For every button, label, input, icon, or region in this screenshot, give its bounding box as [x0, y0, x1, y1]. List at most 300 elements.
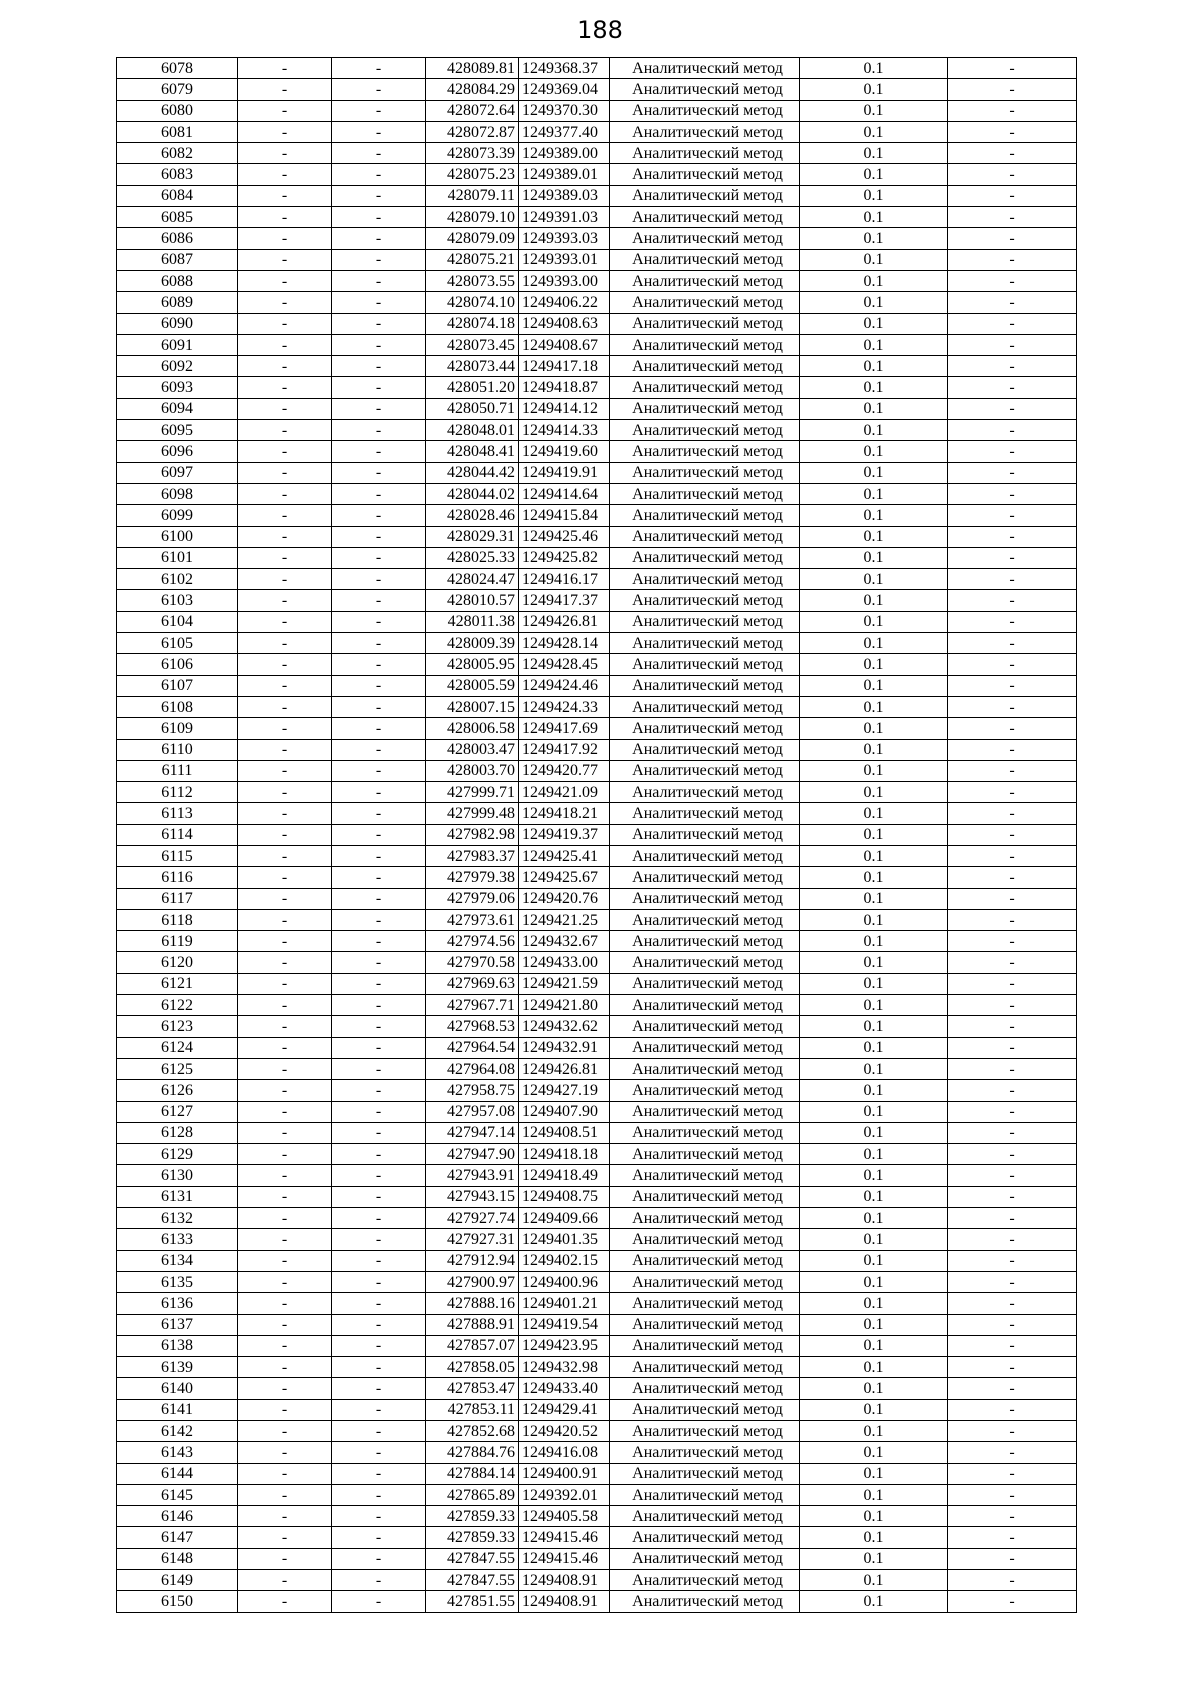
blank-cell-c: - [948, 207, 1077, 228]
blank-cell-b: - [332, 1271, 426, 1292]
table-row [117, 185, 1077, 206]
table-row [117, 1080, 1077, 1101]
point-number-cell: 6136 [117, 1293, 238, 1314]
error-cell: 0.1 [800, 1208, 948, 1229]
point-number-cell: 6091 [117, 334, 238, 355]
blank-cell-c: - [948, 334, 1077, 355]
blank-cell-c: - [948, 718, 1077, 739]
y-coordinate-cell: 1249408.67 [519, 334, 610, 355]
method-cell: Аналитический метод [610, 1271, 800, 1292]
x-coordinate-cell: 428051.20 [426, 377, 519, 398]
x-coordinate-cell: 427858.05 [426, 1357, 519, 1378]
point-number-cell: 6090 [117, 313, 238, 334]
method-cell: Аналитический метод [610, 164, 800, 185]
error-cell: 0.1 [800, 483, 948, 504]
method-cell: Аналитический метод [610, 1399, 800, 1420]
method-cell: Аналитический метод [610, 100, 800, 121]
blank-cell-b: - [332, 121, 426, 142]
blank-cell-a: - [238, 1058, 332, 1079]
blank-cell-c: - [948, 1208, 1077, 1229]
blank-cell-a: - [238, 1378, 332, 1399]
blank-cell-b: - [332, 1399, 426, 1420]
table-row [117, 547, 1077, 568]
blank-cell-b: - [332, 1527, 426, 1548]
blank-cell-b: - [332, 1229, 426, 1250]
blank-cell-a: - [238, 1016, 332, 1037]
point-number-cell: 6144 [117, 1463, 238, 1484]
point-number-cell: 6118 [117, 909, 238, 930]
y-coordinate-cell: 1249421.59 [519, 973, 610, 994]
page-number: 188 [577, 16, 623, 44]
blank-cell-c: - [948, 675, 1077, 696]
method-cell: Аналитический метод [610, 547, 800, 568]
method-cell: Аналитический метод [610, 1144, 800, 1165]
blank-cell-a: - [238, 313, 332, 334]
method-cell: Аналитический метод [610, 1357, 800, 1378]
method-cell: Аналитический метод [610, 760, 800, 781]
blank-cell-a: - [238, 590, 332, 611]
blank-cell-a: - [238, 1080, 332, 1101]
point-number-cell: 6083 [117, 164, 238, 185]
blank-cell-a: - [238, 1208, 332, 1229]
method-cell: Аналитический метод [610, 441, 800, 462]
x-coordinate-cell: 427958.75 [426, 1080, 519, 1101]
blank-cell-c: - [948, 1122, 1077, 1143]
blank-cell-c: - [948, 1058, 1077, 1079]
error-cell: 0.1 [800, 185, 948, 206]
blank-cell-a: - [238, 185, 332, 206]
blank-cell-a: - [238, 356, 332, 377]
blank-cell-a: - [238, 1101, 332, 1122]
error-cell: 0.1 [800, 505, 948, 526]
x-coordinate-cell: 427964.08 [426, 1058, 519, 1079]
method-cell: Аналитический метод [610, 1570, 800, 1591]
blank-cell-a: - [238, 143, 332, 164]
error-cell: 0.1 [800, 547, 948, 568]
blank-cell-a: - [238, 462, 332, 483]
method-cell: Аналитический метод [610, 696, 800, 717]
blank-cell-c: - [948, 1016, 1077, 1037]
method-cell: Аналитический метод [610, 718, 800, 739]
blank-cell-c: - [948, 1506, 1077, 1527]
error-cell: 0.1 [800, 952, 948, 973]
table-row [117, 462, 1077, 483]
method-cell: Аналитический метод [610, 739, 800, 760]
x-coordinate-cell: 428024.47 [426, 569, 519, 590]
blank-cell-a: - [238, 207, 332, 228]
table-row [117, 58, 1077, 79]
table-row [117, 1506, 1077, 1527]
blank-cell-b: - [332, 228, 426, 249]
blank-cell-c: - [948, 1357, 1077, 1378]
y-coordinate-cell: 1249415.46 [519, 1527, 610, 1548]
y-coordinate-cell: 1249433.40 [519, 1378, 610, 1399]
x-coordinate-cell: 427884.76 [426, 1442, 519, 1463]
blank-cell-a: - [238, 675, 332, 696]
table-row [117, 270, 1077, 291]
table-row [117, 1357, 1077, 1378]
table-row [117, 1421, 1077, 1442]
error-cell: 0.1 [800, 1122, 948, 1143]
method-cell: Аналитический метод [610, 590, 800, 611]
point-number-cell: 6092 [117, 356, 238, 377]
x-coordinate-cell: 427859.33 [426, 1527, 519, 1548]
x-coordinate-cell: 427968.53 [426, 1016, 519, 1037]
blank-cell-a: - [238, 1399, 332, 1420]
point-number-cell: 6087 [117, 249, 238, 270]
blank-cell-a: - [238, 270, 332, 291]
method-cell: Аналитический метод [610, 1016, 800, 1037]
x-coordinate-cell: 428079.09 [426, 228, 519, 249]
table-row [117, 377, 1077, 398]
point-number-cell: 6123 [117, 1016, 238, 1037]
error-cell: 0.1 [800, 611, 948, 632]
blank-cell-b: - [332, 1016, 426, 1037]
y-coordinate-cell: 1249417.92 [519, 739, 610, 760]
blank-cell-c: - [948, 1463, 1077, 1484]
error-cell: 0.1 [800, 1229, 948, 1250]
method-cell: Аналитический метод [610, 888, 800, 909]
table-row [117, 973, 1077, 994]
y-coordinate-cell: 1249408.91 [519, 1591, 610, 1612]
y-coordinate-cell: 1249433.00 [519, 952, 610, 973]
table-row [117, 739, 1077, 760]
y-coordinate-cell: 1249400.91 [519, 1463, 610, 1484]
blank-cell-b: - [332, 483, 426, 504]
error-cell: 0.1 [800, 164, 948, 185]
table-row [117, 845, 1077, 866]
point-number-cell: 6103 [117, 590, 238, 611]
blank-cell-a: - [238, 654, 332, 675]
table-row [117, 1229, 1077, 1250]
method-cell: Аналитический метод [610, 1229, 800, 1250]
blank-cell-b: - [332, 1058, 426, 1079]
y-coordinate-cell: 1249418.49 [519, 1165, 610, 1186]
y-coordinate-cell: 1249389.03 [519, 185, 610, 206]
table-row [117, 867, 1077, 888]
table-row [117, 1250, 1077, 1271]
blank-cell-b: - [332, 675, 426, 696]
blank-cell-a: - [238, 633, 332, 654]
table-row [117, 398, 1077, 419]
blank-cell-a: - [238, 931, 332, 952]
error-cell: 0.1 [800, 1399, 948, 1420]
x-coordinate-cell: 427865.89 [426, 1484, 519, 1505]
blank-cell-c: - [948, 973, 1077, 994]
y-coordinate-cell: 1249429.41 [519, 1399, 610, 1420]
method-cell: Аналитический метод [610, 1122, 800, 1143]
point-number-cell: 6107 [117, 675, 238, 696]
x-coordinate-cell: 427900.97 [426, 1271, 519, 1292]
blank-cell-b: - [332, 1335, 426, 1356]
blank-cell-a: - [238, 569, 332, 590]
blank-cell-c: - [948, 505, 1077, 526]
y-coordinate-cell: 1249424.33 [519, 696, 610, 717]
x-coordinate-cell: 428005.59 [426, 675, 519, 696]
method-cell: Аналитический метод [610, 1378, 800, 1399]
blank-cell-b: - [332, 1208, 426, 1229]
error-cell: 0.1 [800, 739, 948, 760]
x-coordinate-cell: 428009.39 [426, 633, 519, 654]
table-row [117, 633, 1077, 654]
table-row [117, 1037, 1077, 1058]
point-number-cell: 6113 [117, 803, 238, 824]
blank-cell-b: - [332, 1463, 426, 1484]
table-row [117, 569, 1077, 590]
blank-cell-a: - [238, 1570, 332, 1591]
blank-cell-a: - [238, 1250, 332, 1271]
blank-cell-a: - [238, 249, 332, 270]
table-row [117, 164, 1077, 185]
point-number-cell: 6119 [117, 931, 238, 952]
blank-cell-c: - [948, 1271, 1077, 1292]
error-cell: 0.1 [800, 696, 948, 717]
y-coordinate-cell: 1249405.58 [519, 1506, 610, 1527]
blank-cell-b: - [332, 377, 426, 398]
y-coordinate-cell: 1249416.08 [519, 1442, 610, 1463]
blank-cell-c: - [948, 356, 1077, 377]
y-coordinate-cell: 1249425.46 [519, 526, 610, 547]
error-cell: 0.1 [800, 100, 948, 121]
method-cell: Аналитический метод [610, 505, 800, 526]
method-cell: Аналитический метод [610, 356, 800, 377]
table-row [117, 952, 1077, 973]
y-coordinate-cell: 1249426.81 [519, 611, 610, 632]
error-cell: 0.1 [800, 356, 948, 377]
blank-cell-a: - [238, 1421, 332, 1442]
blank-cell-c: - [948, 1591, 1077, 1612]
x-coordinate-cell: 428073.44 [426, 356, 519, 377]
x-coordinate-cell: 428029.31 [426, 526, 519, 547]
blank-cell-a: - [238, 1293, 332, 1314]
table-row [117, 760, 1077, 781]
blank-cell-c: - [948, 1101, 1077, 1122]
point-number-cell: 6120 [117, 952, 238, 973]
error-cell: 0.1 [800, 1144, 948, 1165]
error-cell: 0.1 [800, 1570, 948, 1591]
table-row [117, 1314, 1077, 1335]
blank-cell-c: - [948, 377, 1077, 398]
table-row [117, 1101, 1077, 1122]
y-coordinate-cell: 1249427.19 [519, 1080, 610, 1101]
table-row [117, 79, 1077, 100]
blank-cell-b: - [332, 270, 426, 291]
error-cell: 0.1 [800, 803, 948, 824]
x-coordinate-cell: 427851.55 [426, 1591, 519, 1612]
blank-cell-c: - [948, 462, 1077, 483]
error-cell: 0.1 [800, 420, 948, 441]
blank-cell-a: - [238, 1314, 332, 1335]
table-row [117, 909, 1077, 930]
blank-cell-a: - [238, 782, 332, 803]
x-coordinate-cell: 427999.48 [426, 803, 519, 824]
x-coordinate-cell: 427982.98 [426, 824, 519, 845]
point-number-cell: 6105 [117, 633, 238, 654]
blank-cell-a: - [238, 1165, 332, 1186]
blank-cell-c: - [948, 1421, 1077, 1442]
y-coordinate-cell: 1249425.82 [519, 547, 610, 568]
x-coordinate-cell: 428025.33 [426, 547, 519, 568]
error-cell: 0.1 [800, 1016, 948, 1037]
blank-cell-c: - [948, 441, 1077, 462]
blank-cell-a: - [238, 1229, 332, 1250]
error-cell: 0.1 [800, 973, 948, 994]
blank-cell-b: - [332, 909, 426, 930]
blank-cell-a: - [238, 420, 332, 441]
table-row [117, 121, 1077, 142]
y-coordinate-cell: 1249408.63 [519, 313, 610, 334]
point-number-cell: 6100 [117, 526, 238, 547]
error-cell: 0.1 [800, 845, 948, 866]
y-coordinate-cell: 1249416.17 [519, 569, 610, 590]
blank-cell-c: - [948, 483, 1077, 504]
point-number-cell: 6124 [117, 1037, 238, 1058]
blank-cell-c: - [948, 803, 1077, 824]
blank-cell-a: - [238, 79, 332, 100]
y-coordinate-cell: 1249417.18 [519, 356, 610, 377]
method-cell: Аналитический метод [610, 1548, 800, 1569]
blank-cell-a: - [238, 1527, 332, 1548]
x-coordinate-cell: 428079.11 [426, 185, 519, 206]
blank-cell-a: - [238, 1122, 332, 1143]
y-coordinate-cell: 1249401.21 [519, 1293, 610, 1314]
blank-cell-c: - [948, 100, 1077, 121]
error-cell: 0.1 [800, 675, 948, 696]
error-cell: 0.1 [800, 718, 948, 739]
x-coordinate-cell: 427947.90 [426, 1144, 519, 1165]
blank-cell-b: - [332, 526, 426, 547]
error-cell: 0.1 [800, 441, 948, 462]
x-coordinate-cell: 428007.15 [426, 696, 519, 717]
error-cell: 0.1 [800, 1058, 948, 1079]
blank-cell-b: - [332, 782, 426, 803]
x-coordinate-cell: 427943.15 [426, 1186, 519, 1207]
blank-cell-a: - [238, 505, 332, 526]
y-coordinate-cell: 1249408.75 [519, 1186, 610, 1207]
blank-cell-b: - [332, 334, 426, 355]
x-coordinate-cell: 427979.38 [426, 867, 519, 888]
method-cell: Аналитический метод [610, 79, 800, 100]
point-number-cell: 6146 [117, 1506, 238, 1527]
blank-cell-a: - [238, 845, 332, 866]
point-number-cell: 6128 [117, 1122, 238, 1143]
method-cell: Аналитический метод [610, 398, 800, 419]
y-coordinate-cell: 1249419.91 [519, 462, 610, 483]
point-number-cell: 6131 [117, 1186, 238, 1207]
blank-cell-c: - [948, 164, 1077, 185]
blank-cell-b: - [332, 185, 426, 206]
y-coordinate-cell: 1249414.12 [519, 398, 610, 419]
table-row [117, 1591, 1077, 1612]
point-number-cell: 6111 [117, 760, 238, 781]
point-number-cell: 6101 [117, 547, 238, 568]
table-row [117, 1016, 1077, 1037]
x-coordinate-cell: 428075.21 [426, 249, 519, 270]
point-number-cell: 6125 [117, 1058, 238, 1079]
error-cell: 0.1 [800, 824, 948, 845]
blank-cell-c: - [948, 760, 1077, 781]
error-cell: 0.1 [800, 1314, 948, 1335]
error-cell: 0.1 [800, 1591, 948, 1612]
y-coordinate-cell: 1249369.04 [519, 79, 610, 100]
x-coordinate-cell: 427943.91 [426, 1165, 519, 1186]
method-cell: Аналитический метод [610, 121, 800, 142]
error-cell: 0.1 [800, 526, 948, 547]
table-row [117, 1442, 1077, 1463]
blank-cell-a: - [238, 760, 332, 781]
blank-cell-a: - [238, 547, 332, 568]
error-cell: 0.1 [800, 867, 948, 888]
blank-cell-c: - [948, 270, 1077, 291]
blank-cell-b: - [332, 547, 426, 568]
y-coordinate-cell: 1249428.14 [519, 633, 610, 654]
y-coordinate-cell: 1249419.37 [519, 824, 610, 845]
x-coordinate-cell: 427974.56 [426, 931, 519, 952]
x-coordinate-cell: 428006.58 [426, 718, 519, 739]
blank-cell-b: - [332, 164, 426, 185]
blank-cell-a: - [238, 824, 332, 845]
error-cell: 0.1 [800, 909, 948, 930]
point-number-cell: 6117 [117, 888, 238, 909]
method-cell: Аналитический метод [610, 1186, 800, 1207]
table-row [117, 441, 1077, 462]
point-number-cell: 6138 [117, 1335, 238, 1356]
blank-cell-b: - [332, 79, 426, 100]
error-cell: 0.1 [800, 292, 948, 313]
point-number-cell: 6143 [117, 1442, 238, 1463]
blank-cell-a: - [238, 1144, 332, 1165]
error-cell: 0.1 [800, 270, 948, 291]
point-number-cell: 6116 [117, 867, 238, 888]
method-cell: Аналитический метод [610, 1080, 800, 1101]
y-coordinate-cell: 1249432.67 [519, 931, 610, 952]
blank-cell-a: - [238, 888, 332, 909]
x-coordinate-cell: 427888.16 [426, 1293, 519, 1314]
point-number-cell: 6108 [117, 696, 238, 717]
y-coordinate-cell: 1249420.52 [519, 1421, 610, 1442]
blank-cell-a: - [238, 803, 332, 824]
blank-cell-b: - [332, 100, 426, 121]
method-cell: Аналитический метод [610, 909, 800, 930]
method-cell: Аналитический метод [610, 1527, 800, 1548]
blank-cell-a: - [238, 164, 332, 185]
blank-cell-a: - [238, 739, 332, 760]
point-number-cell: 6080 [117, 100, 238, 121]
blank-cell-b: - [332, 1250, 426, 1271]
blank-cell-c: - [948, 888, 1077, 909]
method-cell: Аналитический метод [610, 1484, 800, 1505]
blank-cell-b: - [332, 1378, 426, 1399]
method-cell: Аналитический метод [610, 1058, 800, 1079]
method-cell: Аналитический метод [610, 1506, 800, 1527]
blank-cell-a: - [238, 611, 332, 632]
blank-cell-a: - [238, 1463, 332, 1484]
table-row [117, 654, 1077, 675]
blank-cell-c: - [948, 398, 1077, 419]
point-number-cell: 6147 [117, 1527, 238, 1548]
blank-cell-c: - [948, 547, 1077, 568]
method-cell: Аналитический метод [610, 803, 800, 824]
y-coordinate-cell: 1249407.90 [519, 1101, 610, 1122]
table-row [117, 100, 1077, 121]
point-number-cell: 6130 [117, 1165, 238, 1186]
blank-cell-c: - [948, 1335, 1077, 1356]
method-cell: Аналитический метод [610, 462, 800, 483]
blank-cell-a: - [238, 1484, 332, 1505]
blank-cell-c: - [948, 1314, 1077, 1335]
error-cell: 0.1 [800, 995, 948, 1016]
blank-cell-c: - [948, 995, 1077, 1016]
